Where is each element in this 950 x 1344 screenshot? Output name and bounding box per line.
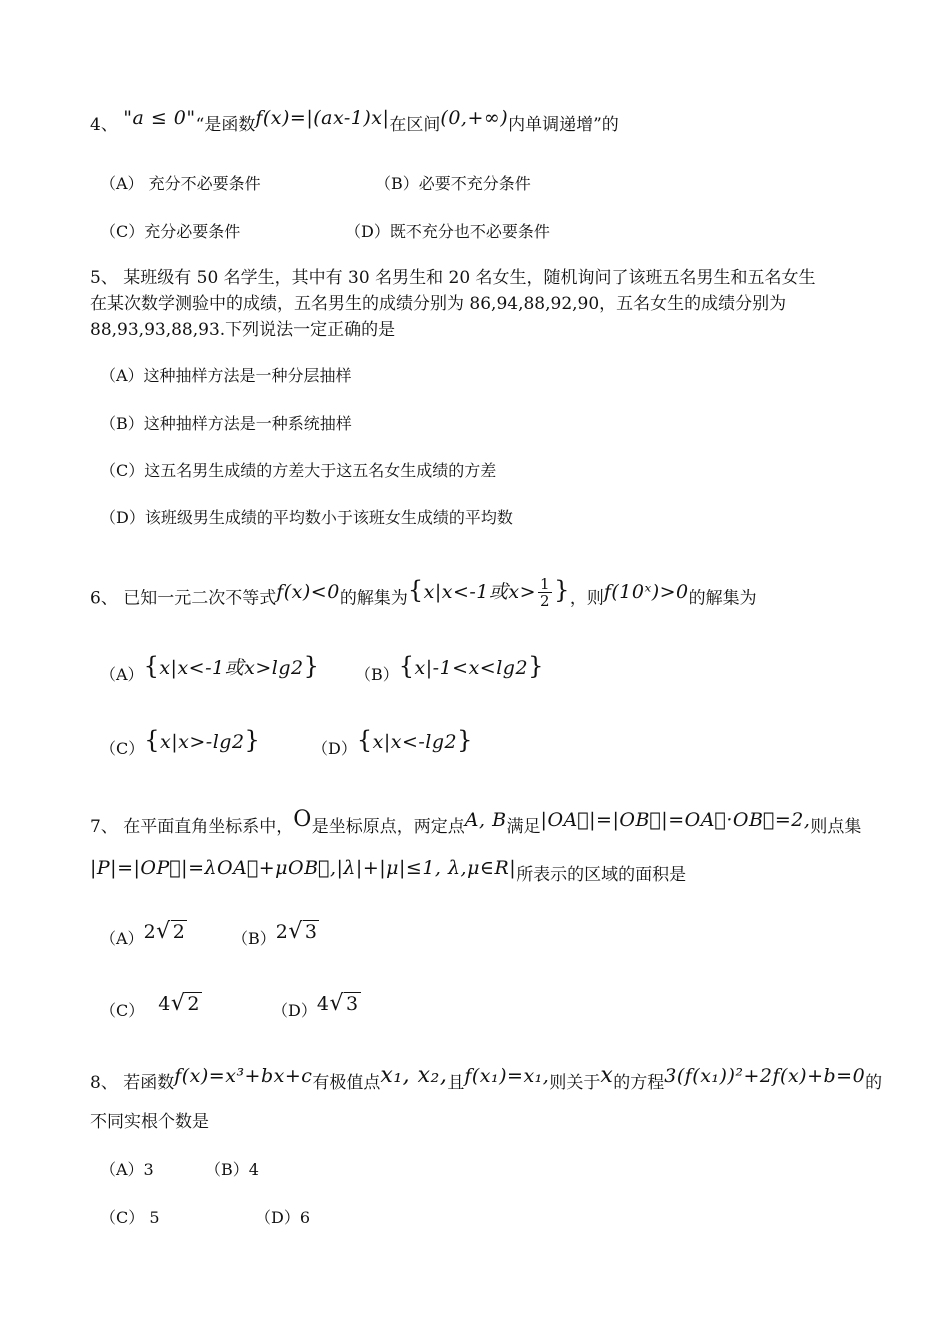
math-inequality: f(10ˣ)>0 [603,580,689,603]
text: 所表示的区域的面积是 [516,865,687,885]
text: 且 [447,1073,465,1093]
right-brace: } [244,726,261,754]
right-brace: } [303,652,320,680]
right-brace: } [528,652,544,680]
math-value [317,993,361,1015]
coefficient: 2 [275,921,289,943]
math-extreme-points: x₁, x₂, [380,1063,448,1088]
option-d [312,726,473,761]
math-value [158,993,202,1015]
math-set [356,726,473,754]
option-label: （B） [355,665,399,684]
math-points: A, B [464,809,507,831]
option-c: （C）充分必要条件 [100,222,241,241]
text: 的 [865,1073,883,1093]
set-expression: x|x<-lg2 [372,731,458,753]
sqrt-symbol: √ [288,919,303,944]
coefficient: 4 [158,993,171,1015]
math-equation: 3(f(x₁))²+2f(x)+b=0 [664,1065,866,1087]
option-c: （C） 5 [100,1208,160,1227]
option-b: （B）必要不充分条件 [375,174,531,193]
text: 内单调递增”的 [508,115,619,135]
option-b [232,919,319,951]
question-8-line-2: 不同实根个数是 [90,1112,209,1132]
option-label: （A） [100,665,144,684]
math-value [144,921,188,943]
option-c [100,726,261,761]
coefficient: 4 [316,993,330,1015]
option-label: （A） [100,929,144,948]
math-solution-set [407,575,570,610]
right-brace: } [554,575,570,604]
math-origin: O [293,807,312,832]
text: 在区间 [389,115,441,135]
denominator: 2 [540,592,551,610]
question-6 [90,575,890,615]
option-d: （D）6 [255,1208,311,1227]
numerator: 1 [540,575,551,593]
math-set [398,652,544,680]
option-d [272,991,361,1023]
text: 的解集为 [688,588,757,609]
option-d: （D）既不充分也不必要条件 [345,222,550,241]
question-7-line-1 [90,807,890,839]
text: 在平面直角坐标系中， [123,817,294,837]
sqrt-symbol: √ [170,991,186,1016]
math-point-set: |P|=|OP⃗|=λOA⃗+μOB⃗,|λ|+|μ|≤1, λ,μ∈R| [90,857,517,879]
set-expression: x|x>-lg2 [160,731,245,753]
math-inequality: f(x)<0 [276,580,340,603]
fraction [538,576,552,609]
question-7-line-2 [90,857,890,887]
option-a: （A）这种抽样方法是一种分层抽样 [100,366,352,385]
left-brace: { [144,726,161,754]
math-function: f(x)=x³+bx+c [174,1065,313,1087]
option-c [100,991,202,1023]
math-set [144,726,261,754]
radicand: 3 [345,993,359,1015]
radicand: 3 [304,921,318,943]
option-a: （A） 充分不必要条件 [100,174,261,193]
text: 满足 [506,817,541,837]
question-number: 4、 [90,115,118,135]
left-brace: { [356,726,373,754]
option-label: （B） [232,929,276,948]
left-brace: { [398,652,415,680]
text: 的解集为 [339,588,408,609]
math-condition: f(x₁)=x₁, [464,1065,550,1087]
sqrt-symbol: √ [329,991,344,1016]
option-label: （C） [100,739,145,758]
sqrt-symbol: √ [156,919,171,944]
question-5-line-2: 在某次数学测验中的成绩，五名男生的成绩分别为 86,94,88,92,90，五名女生的成绩分别为 [90,294,787,314]
question-4 [90,107,890,137]
text: 是坐标原点，两定点 [311,817,465,837]
option-a [100,919,187,951]
question-8-line-1 [90,1063,890,1095]
option-label: （D） [312,739,357,758]
text: 的方程 [613,1073,665,1093]
radicand: 2 [187,993,200,1015]
text: 则点集 [810,817,862,837]
option-a: （A）3 [100,1160,154,1179]
set-expression: x|-1<x<lg2 [414,657,529,679]
question-5-line-3: 88,93,93,88,93.下列说法一定正确的是 [90,320,396,340]
question-number: 7、 [90,817,118,837]
text: ，则 [569,588,604,609]
option-label: （D） [272,1001,317,1020]
math-interval: (0,+∞) [440,107,509,129]
text: 若函数 [123,1073,175,1093]
option-c: （C）这五名男生成绩的方差大于这五名女生成绩的方差 [100,461,497,480]
right-brace: } [457,726,473,754]
radicand: 2 [172,921,186,943]
left-brace: { [407,575,424,604]
math-function: f(x)=|(ax-1)x| [255,107,390,129]
question-5-line-1: 5、 某班级有 50 名学生，其中有 30 名男生和 20 名女生，随机询问了该班五名男生和五名女生 [90,268,816,288]
option-a [100,652,320,687]
math-condition: "a ≤ 0" [123,107,196,129]
left-brace: { [143,652,160,680]
set-expression: x|x<-1或x>lg2 [159,657,304,679]
option-d: （D）该班级男生成绩的平均数小于该班女生成绩的平均数 [100,508,513,527]
question-number: 8、 [90,1073,118,1093]
option-b: （B）4 [205,1160,259,1179]
text: 则关于 [549,1073,601,1093]
coefficient: 2 [143,921,157,943]
text: 已知一元二次不等式 [123,588,277,609]
math-value [276,921,320,943]
set-expression: x|x<-1或x> [423,580,537,603]
text: 有极值点 [312,1073,381,1093]
option-label: （C） [100,1001,145,1020]
option-b [355,652,544,687]
math-set [143,652,320,680]
question-number: 6、 [90,588,118,609]
math-variable: x [600,1063,614,1088]
text: “是函数 [195,115,256,135]
math-vector-condition: |OA⃗|=|OB⃗|=OA⃗·OB⃗=2, [540,809,811,831]
option-b: （B）这种抽样方法是一种系统抽样 [100,414,352,433]
